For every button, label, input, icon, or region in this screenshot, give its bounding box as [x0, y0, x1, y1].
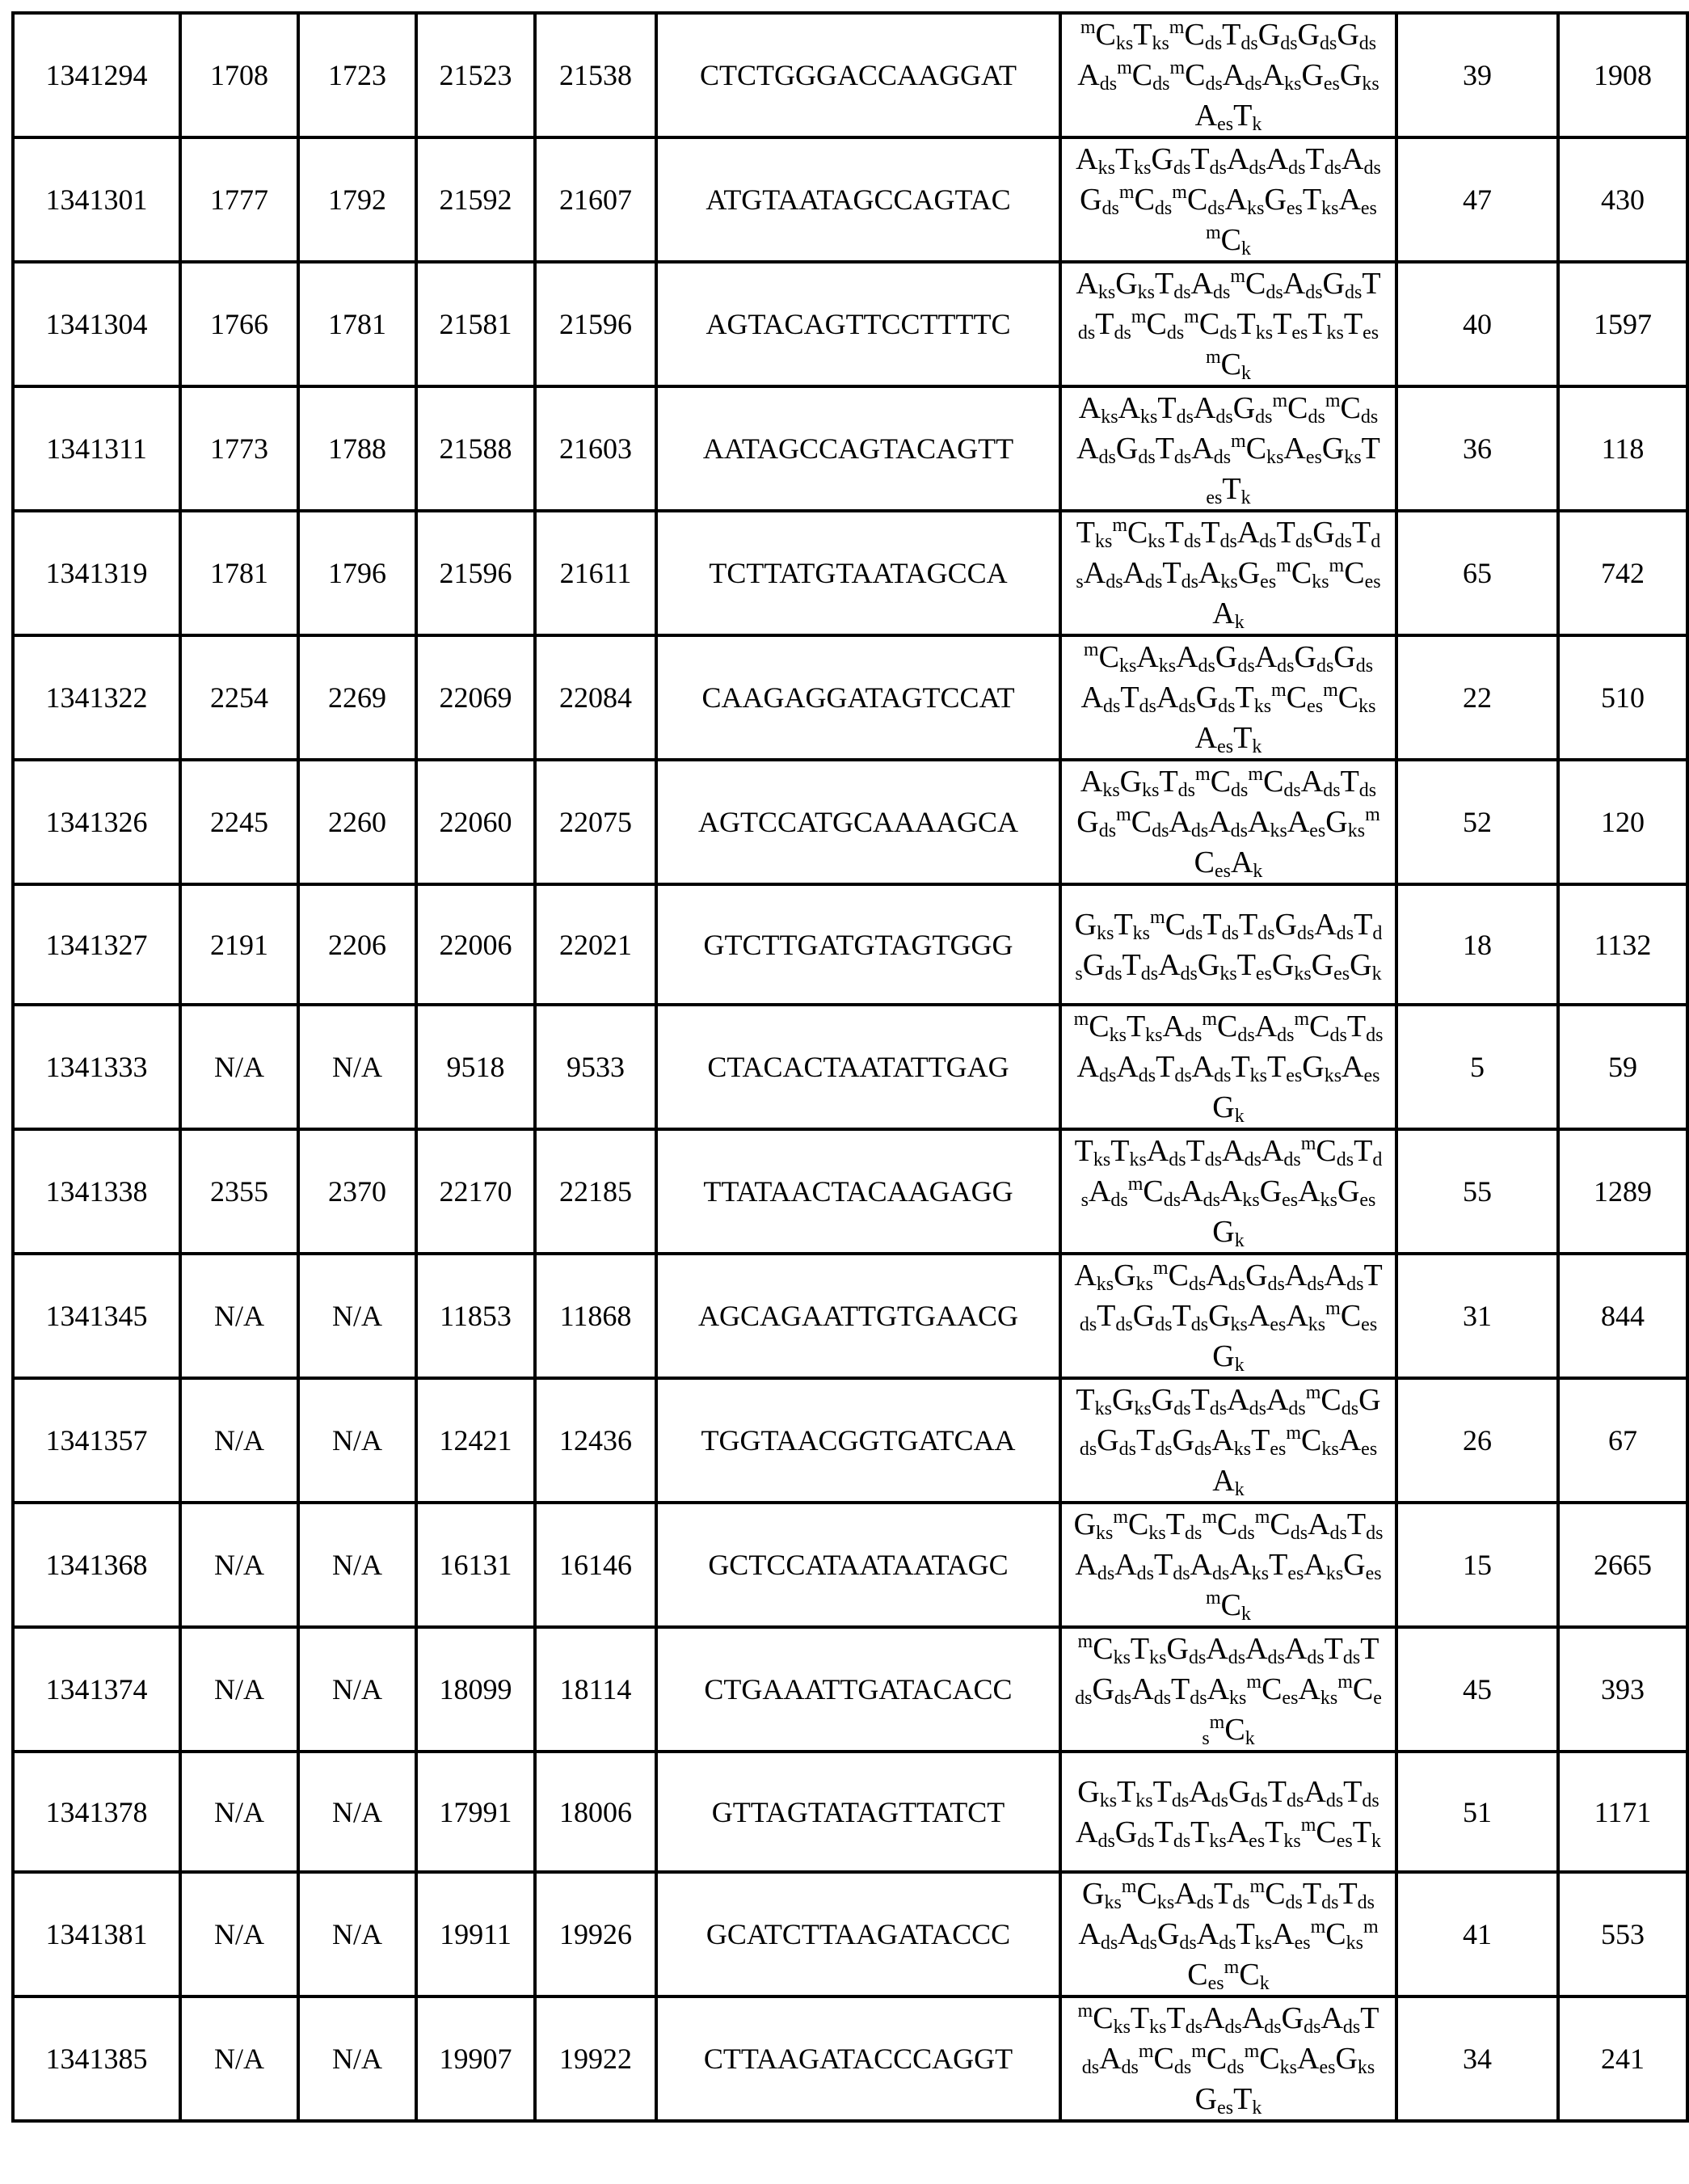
- percent-value-cell: 55: [1396, 1129, 1558, 1254]
- compound-id-cell: 1341381: [13, 1872, 180, 1996]
- chemistry-notation-cell: AksGksmCdsAdsGdsAdsAdsTdsTdsGdsTdsGksAesAksmCesGk: [1060, 1254, 1396, 1378]
- table-row: [13, 1129, 1687, 1254]
- compound-id-cell: 1341326: [13, 760, 180, 884]
- start-site-1-cell: 2245: [180, 760, 298, 884]
- sequence-cell: ATGTAATAGCCAGTAC: [656, 137, 1060, 262]
- stop-site-2-cell: 18006: [535, 1752, 656, 1872]
- stop-site-2-cell: 22021: [535, 884, 656, 1005]
- compound-id-cell: 1341301: [13, 137, 180, 262]
- start-site-2-cell: 22170: [416, 1129, 535, 1254]
- stop-site-1-cell: 2206: [298, 884, 416, 1005]
- sequence-cell: GTTAGTATAGTTATCT: [656, 1752, 1060, 1872]
- start-site-1-cell: 1708: [180, 13, 298, 137]
- sequence-cell: TGGTAACGGTGATCAA: [656, 1378, 1060, 1503]
- percent-value-cell: 65: [1396, 511, 1558, 635]
- table-row: [13, 1627, 1687, 1752]
- percent-value-cell: 51: [1396, 1752, 1558, 1872]
- start-site-2-cell: 18099: [416, 1627, 535, 1752]
- start-site-1-cell: N/A: [180, 1378, 298, 1503]
- seq-id-cell: 67: [1558, 1378, 1687, 1503]
- sequence-cell: TTATAACTACAAGAGG: [656, 1129, 1060, 1254]
- sequence-cell: AGTACAGTTCCTTTTC: [656, 262, 1060, 386]
- percent-value-cell: 40: [1396, 262, 1558, 386]
- start-site-2-cell: 12421: [416, 1378, 535, 1503]
- compound-id-cell: 1341368: [13, 1503, 180, 1627]
- table-row: [13, 137, 1687, 262]
- chemistry-notation-cell: TksTksAdsTdsAdsAdsmCdsTdsAdsmCdsAdsAksGesAksGesGk: [1060, 1129, 1396, 1254]
- sequence-cell: TCTTATGTAATAGCCA: [656, 511, 1060, 635]
- percent-value-cell: 39: [1396, 13, 1558, 137]
- stop-site-2-cell: 18114: [535, 1627, 656, 1752]
- table-row: [13, 760, 1687, 884]
- seq-id-cell: 2665: [1558, 1503, 1687, 1627]
- sequence-cell: AGTCCATGCAAAAGCA: [656, 760, 1060, 884]
- stop-site-1-cell: N/A: [298, 1752, 416, 1872]
- stop-site-2-cell: 16146: [535, 1503, 656, 1627]
- start-site-1-cell: 1766: [180, 262, 298, 386]
- percent-value-cell: 34: [1396, 1996, 1558, 2121]
- start-site-2-cell: 21588: [416, 386, 535, 511]
- stop-site-2-cell: 21538: [535, 13, 656, 137]
- start-site-1-cell: N/A: [180, 1005, 298, 1129]
- stop-site-1-cell: 1723: [298, 13, 416, 137]
- stop-site-2-cell: 22084: [535, 635, 656, 760]
- seq-id-cell: 742: [1558, 511, 1687, 635]
- chemistry-notation-cell: GksmCksAdsTdsmCdsTdsTdsAdsAdsGdsAdsTksAesmCksmCesmCk: [1060, 1872, 1396, 1996]
- chemistry-notation-cell: mCksTksGdsAdsAdsAdsTdsTdsGdsAdsTdsAksmCesAksmCesmCk: [1060, 1627, 1396, 1752]
- start-site-2-cell: 19907: [416, 1996, 535, 2121]
- start-site-1-cell: 2254: [180, 635, 298, 760]
- start-site-2-cell: 22069: [416, 635, 535, 760]
- stop-site-2-cell: 21607: [535, 137, 656, 262]
- compound-id-cell: 1341374: [13, 1627, 180, 1752]
- chemistry-notation-cell: AksGksTdsAdsmCdsAdsGdsTdsTdsmCdsmCdsTksTesTksTesmCk: [1060, 262, 1396, 386]
- table-row: [13, 262, 1687, 386]
- stop-site-2-cell: 22185: [535, 1129, 656, 1254]
- compound-id-cell: 1341322: [13, 635, 180, 760]
- table-row: [13, 1872, 1687, 1996]
- stop-site-1-cell: 1792: [298, 137, 416, 262]
- chemistry-notation-cell: GksmCksTdsmCdsmCdsAdsTdsAdsAdsTdsAdsAksTesAksGesmCk: [1060, 1503, 1396, 1627]
- sequence-cell: CTACACTAATATTGAG: [656, 1005, 1060, 1129]
- stop-site-1-cell: N/A: [298, 1005, 416, 1129]
- chemistry-notation-cell: AksGksTdsmCdsmCdsAdsTdsGdsmCdsAdsAdsAksAesGksmCesAk: [1060, 760, 1396, 884]
- start-site-1-cell: 1781: [180, 511, 298, 635]
- seq-id-cell: 1908: [1558, 13, 1687, 137]
- start-site-1-cell: N/A: [180, 1872, 298, 1996]
- stop-site-1-cell: 2260: [298, 760, 416, 884]
- table-row: [13, 13, 1687, 137]
- compound-id-cell: 1341327: [13, 884, 180, 1005]
- stop-site-2-cell: 21611: [535, 511, 656, 635]
- sequence-cell: AGCAGAATTGTGAACG: [656, 1254, 1060, 1378]
- table-row: [13, 1005, 1687, 1129]
- table-row: [13, 1254, 1687, 1378]
- compound-id-cell: 1341311: [13, 386, 180, 511]
- chemistry-notation-cell: mCksTksTdsAdsAdsGdsAdsTdsAdsmCdsmCdsmCksAesGksGesTk: [1060, 1996, 1396, 2121]
- start-site-2-cell: 21592: [416, 137, 535, 262]
- table-row: [13, 635, 1687, 760]
- table-row: [13, 1752, 1687, 1872]
- stop-site-2-cell: 9533: [535, 1005, 656, 1129]
- seq-id-cell: 1132: [1558, 884, 1687, 1005]
- compound-id-cell: 1341294: [13, 13, 180, 137]
- table-row: [13, 386, 1687, 511]
- seq-id-cell: 553: [1558, 1872, 1687, 1996]
- stop-site-2-cell: 21603: [535, 386, 656, 511]
- sequence-cell: CTTAAGATACCCAGGT: [656, 1996, 1060, 2121]
- start-site-2-cell: 22060: [416, 760, 535, 884]
- chemistry-notation-cell: AksAksTdsAdsGdsmCdsmCdsAdsGdsTdsAdsmCksAesGksTesTk: [1060, 386, 1396, 511]
- start-site-1-cell: 1773: [180, 386, 298, 511]
- seq-id-cell: 1597: [1558, 262, 1687, 386]
- stop-site-2-cell: 11868: [535, 1254, 656, 1378]
- compound-id-cell: 1341304: [13, 262, 180, 386]
- compound-id-cell: 1341385: [13, 1996, 180, 2121]
- stop-site-1-cell: 2370: [298, 1129, 416, 1254]
- chemistry-notation-cell: AksTksGdsTdsAdsAdsTdsAdsGdsmCdsmCdsAksGesTksAesmCk: [1060, 137, 1396, 262]
- seq-id-cell: 430: [1558, 137, 1687, 262]
- start-site-2-cell: 11853: [416, 1254, 535, 1378]
- seq-id-cell: 393: [1558, 1627, 1687, 1752]
- chemistry-notation-cell: mCksAksAdsGdsAdsGdsGdsAdsTdsAdsGdsTksmCesmCksAesTk: [1060, 635, 1396, 760]
- percent-value-cell: 22: [1396, 635, 1558, 760]
- chemistry-notation-cell: TksGksGdsTdsAdsAdsmCdsGdsGdsTdsGdsAksTesmCksAesAk: [1060, 1378, 1396, 1503]
- percent-value-cell: 18: [1396, 884, 1558, 1005]
- start-site-1-cell: 2355: [180, 1129, 298, 1254]
- stop-site-1-cell: N/A: [298, 1503, 416, 1627]
- table-row: [13, 1378, 1687, 1503]
- percent-value-cell: 45: [1396, 1627, 1558, 1752]
- percent-value-cell: 36: [1396, 386, 1558, 511]
- sequence-cell: GCTCCATAATAATAGC: [656, 1503, 1060, 1627]
- chemistry-notation-cell: GksTksmCdsTdsTdsGdsAdsTdsGdsTdsAdsGksTesGksGesGk: [1060, 884, 1396, 1005]
- compound-id-cell: 1341338: [13, 1129, 180, 1254]
- start-site-2-cell: 21581: [416, 262, 535, 386]
- stop-site-1-cell: N/A: [298, 1254, 416, 1378]
- oligonucleotide-table: [11, 11, 1689, 2123]
- sequence-cell: CAAGAGGATAGTCCAT: [656, 635, 1060, 760]
- start-site-2-cell: 19911: [416, 1872, 535, 1996]
- percent-value-cell: 41: [1396, 1872, 1558, 1996]
- table-row: [13, 511, 1687, 635]
- start-site-2-cell: 17991: [416, 1752, 535, 1872]
- stop-site-1-cell: N/A: [298, 1996, 416, 2121]
- start-site-2-cell: 22006: [416, 884, 535, 1005]
- chemistry-notation-cell: GksTksTdsAdsGdsTdsAdsTdsAdsGdsTdsTksAesTksmCesTk: [1060, 1752, 1396, 1872]
- stop-site-1-cell: 1796: [298, 511, 416, 635]
- percent-value-cell: 47: [1396, 137, 1558, 262]
- stop-site-1-cell: N/A: [298, 1378, 416, 1503]
- stop-site-1-cell: 1788: [298, 386, 416, 511]
- start-site-1-cell: N/A: [180, 1627, 298, 1752]
- percent-value-cell: 26: [1396, 1378, 1558, 1503]
- chemistry-notation-cell: mCksTksAdsmCdsAdsmCdsTdsAdsAdsTdsAdsTksTesGksAesGk: [1060, 1005, 1396, 1129]
- start-site-1-cell: N/A: [180, 1996, 298, 2121]
- stop-site-2-cell: 19926: [535, 1872, 656, 1996]
- seq-id-cell: 59: [1558, 1005, 1687, 1129]
- start-site-2-cell: 16131: [416, 1503, 535, 1627]
- stop-site-2-cell: 22075: [535, 760, 656, 884]
- sequence-cell: GCATCTTAAGATACCC: [656, 1872, 1060, 1996]
- table-row: [13, 1503, 1687, 1627]
- seq-id-cell: 510: [1558, 635, 1687, 760]
- chemistry-notation-cell: TksmCksTdsTdsAdsTdsGdsTdsAdsAdsTdsAksGesmCksmCesAk: [1060, 511, 1396, 635]
- percent-value-cell: 52: [1396, 760, 1558, 884]
- compound-id-cell: 1341333: [13, 1005, 180, 1129]
- start-site-1-cell: 1777: [180, 137, 298, 262]
- compound-id-cell: 1341378: [13, 1752, 180, 1872]
- stop-site-1-cell: 2269: [298, 635, 416, 760]
- seq-id-cell: 1289: [1558, 1129, 1687, 1254]
- start-site-1-cell: N/A: [180, 1503, 298, 1627]
- compound-id-cell: 1341357: [13, 1378, 180, 1503]
- chemistry-notation-cell: mCksTksmCdsTdsGdsGdsGdsAdsmCdsmCdsAdsAksGesGksAesTk: [1060, 13, 1396, 137]
- seq-id-cell: 241: [1558, 1996, 1687, 2121]
- stop-site-1-cell: 1781: [298, 262, 416, 386]
- start-site-2-cell: 9518: [416, 1005, 535, 1129]
- sequence-cell: CTCTGGGACCAAGGAT: [656, 13, 1060, 137]
- start-site-1-cell: N/A: [180, 1752, 298, 1872]
- percent-value-cell: 5: [1396, 1005, 1558, 1129]
- sequence-cell: CTGAAATTGATACACC: [656, 1627, 1060, 1752]
- compound-id-cell: 1341345: [13, 1254, 180, 1378]
- start-site-2-cell: 21523: [416, 13, 535, 137]
- seq-id-cell: 1171: [1558, 1752, 1687, 1872]
- start-site-1-cell: 2191: [180, 884, 298, 1005]
- seq-id-cell: 118: [1558, 386, 1687, 511]
- stop-site-2-cell: 21596: [535, 262, 656, 386]
- stop-site-2-cell: 19922: [535, 1996, 656, 2121]
- table-row: [13, 884, 1687, 1005]
- sequence-cell: GTCTTGATGTAGTGGG: [656, 884, 1060, 1005]
- start-site-2-cell: 21596: [416, 511, 535, 635]
- seq-id-cell: 120: [1558, 760, 1687, 884]
- table-row: [13, 1996, 1687, 2121]
- sequence-cell: AATAGCCAGTACAGTT: [656, 386, 1060, 511]
- start-site-1-cell: N/A: [180, 1254, 298, 1378]
- compound-id-cell: 1341319: [13, 511, 180, 635]
- seq-id-cell: 844: [1558, 1254, 1687, 1378]
- stop-site-1-cell: N/A: [298, 1872, 416, 1996]
- percent-value-cell: 31: [1396, 1254, 1558, 1378]
- stop-site-2-cell: 12436: [535, 1378, 656, 1503]
- stop-site-1-cell: N/A: [298, 1627, 416, 1752]
- percent-value-cell: 15: [1396, 1503, 1558, 1627]
